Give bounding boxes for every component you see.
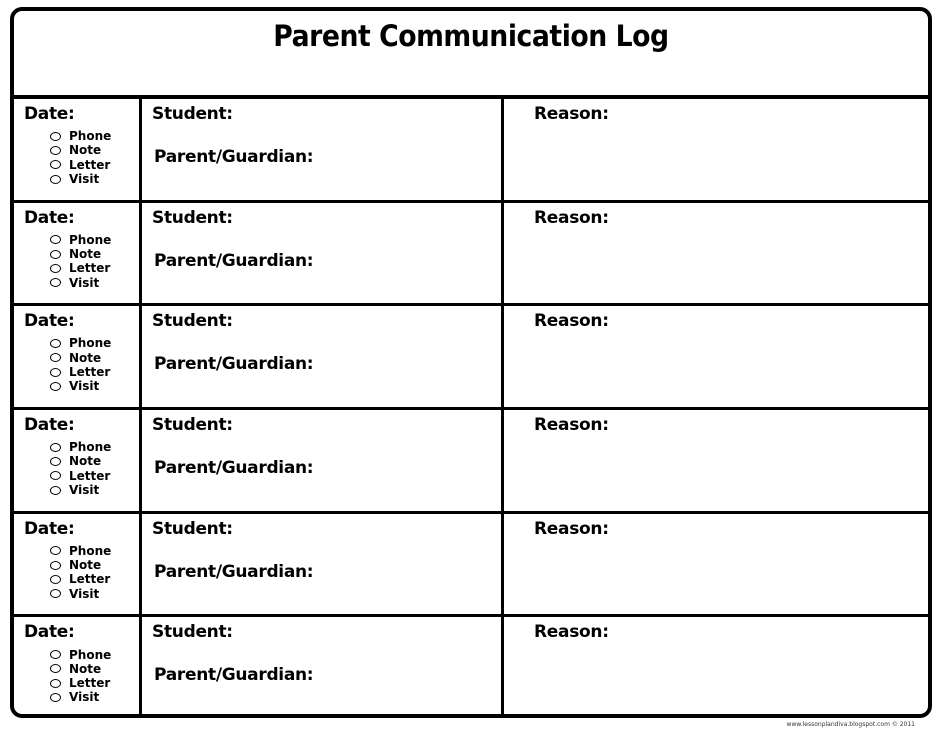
contact-option-label: Letter (69, 468, 111, 483)
log-entry-row (14, 306, 928, 410)
log-entry-row (14, 99, 928, 203)
contact-option-note[interactable] (50, 351, 139, 365)
contact-option-label: Note (69, 558, 102, 573)
contact-option-note[interactable] (50, 662, 139, 676)
guardian-label: Parent/Guardian: (154, 250, 314, 271)
title-box (14, 11, 928, 99)
log-entry-row (14, 514, 928, 618)
log-entry-row (14, 203, 928, 307)
radio-circle-icon[interactable] (50, 368, 61, 377)
reason-cell[interactable] (504, 203, 928, 304)
radio-circle-icon[interactable] (50, 353, 61, 362)
contact-option-visit[interactable] (50, 483, 139, 497)
student-cell[interactable] (142, 99, 504, 200)
date-cell[interactable] (14, 514, 142, 615)
contact-option-label: Visit (69, 586, 100, 601)
date-cell[interactable] (14, 306, 142, 407)
contact-option-label: Phone (69, 232, 112, 247)
contact-method-options (50, 647, 139, 704)
contact-option-note[interactable] (50, 558, 139, 572)
student-cell[interactable] (142, 306, 504, 407)
contact-option-visit[interactable] (50, 587, 139, 601)
contact-option-letter[interactable] (50, 365, 139, 379)
guardian-label: Parent/Guardian: (154, 665, 314, 686)
guardian-label: Parent/Guardian: (154, 147, 314, 167)
contact-option-label: Note (69, 350, 102, 365)
reason-cell[interactable] (504, 514, 928, 615)
student-label: Student: (152, 622, 233, 643)
contact-method-options (50, 129, 139, 186)
contact-option-label: Visit (69, 172, 100, 187)
student-label: Student: (152, 518, 233, 539)
radio-circle-icon[interactable] (50, 457, 61, 466)
radio-circle-icon[interactable] (50, 443, 61, 452)
page-title: Parent Communication Log (273, 19, 669, 53)
reason-label: Reason: (534, 415, 609, 436)
radio-circle-icon[interactable] (50, 250, 61, 259)
contact-option-label: Phone (69, 336, 112, 351)
date-label: Date: (24, 518, 75, 539)
student-cell[interactable] (142, 617, 504, 718)
student-cell[interactable] (142, 514, 504, 615)
contact-option-label: Phone (69, 129, 112, 144)
reason-cell[interactable] (504, 617, 928, 718)
contact-method-options (50, 233, 139, 290)
contact-option-label: Phone (69, 440, 112, 455)
radio-circle-icon[interactable] (50, 486, 61, 495)
radio-circle-icon[interactable] (50, 561, 61, 570)
reason-label: Reason: (534, 207, 609, 228)
radio-circle-icon[interactable] (50, 575, 61, 584)
student-cell[interactable] (142, 203, 504, 304)
contact-option-phone[interactable] (50, 336, 139, 350)
communication-log-form (10, 7, 932, 718)
contact-option-note[interactable] (50, 247, 139, 261)
radio-circle-icon[interactable] (50, 339, 61, 348)
contact-option-visit[interactable] (50, 276, 139, 290)
radio-circle-icon[interactable] (50, 471, 61, 480)
contact-option-note[interactable] (50, 454, 139, 468)
contact-option-phone[interactable] (50, 440, 139, 454)
contact-option-label: Note (69, 247, 102, 262)
date-label: Date: (24, 207, 75, 228)
date-cell[interactable] (14, 617, 142, 718)
contact-option-label: Visit (69, 483, 100, 498)
contact-option-label: Phone (69, 543, 112, 558)
student-label: Student: (152, 311, 233, 332)
radio-circle-icon[interactable] (50, 264, 61, 273)
date-cell[interactable] (14, 410, 142, 511)
reason-label: Reason: (534, 518, 609, 539)
contact-option-label: Letter (69, 572, 111, 587)
contact-option-label: Letter (69, 157, 111, 172)
contact-option-label: Letter (69, 676, 111, 691)
contact-option-label: Letter (69, 365, 111, 380)
date-cell[interactable] (14, 203, 142, 304)
contact-method-options (50, 336, 139, 393)
contact-option-phone[interactable] (50, 647, 139, 661)
student-cell[interactable] (142, 410, 504, 511)
radio-circle-icon[interactable] (50, 175, 61, 184)
radio-circle-icon[interactable] (50, 278, 61, 287)
radio-circle-icon[interactable] (50, 132, 61, 141)
student-label: Student: (152, 207, 233, 228)
date-label: Date: (24, 311, 75, 332)
contact-option-label: Note (69, 143, 102, 158)
radio-circle-icon[interactable] (50, 679, 61, 688)
guardian-label: Parent/Guardian: (154, 561, 314, 582)
reason-cell[interactable] (504, 410, 928, 511)
contact-option-phone[interactable] (50, 233, 139, 247)
contact-option-visit[interactable] (50, 379, 139, 393)
radio-circle-icon[interactable] (50, 664, 61, 673)
reason-label: Reason: (534, 622, 609, 643)
date-label: Date: (24, 415, 75, 436)
contact-method-options (50, 544, 139, 601)
contact-option-label: Visit (69, 379, 100, 394)
reason-label: Reason: (534, 104, 609, 124)
date-label: Date: (24, 104, 75, 124)
contact-option-letter[interactable] (50, 469, 139, 483)
contact-option-phone[interactable] (50, 544, 139, 558)
student-label: Student: (152, 415, 233, 436)
student-label: Student: (152, 104, 233, 124)
contact-option-phone[interactable] (50, 129, 139, 143)
reason-cell[interactable] (504, 99, 928, 200)
reason-label: Reason: (534, 311, 609, 332)
radio-circle-icon[interactable] (50, 589, 61, 598)
contact-method-options (50, 440, 139, 497)
contact-option-note[interactable] (50, 143, 139, 157)
radio-circle-icon[interactable] (50, 160, 61, 169)
contact-option-letter[interactable] (50, 261, 139, 275)
contact-option-label: Note (69, 454, 102, 469)
contact-option-letter[interactable] (50, 158, 139, 172)
contact-option-visit[interactable] (50, 690, 139, 704)
log-entry-row (14, 617, 928, 718)
contact-option-label: Visit (69, 690, 100, 705)
radio-circle-icon[interactable] (50, 146, 61, 155)
date-label: Date: (24, 622, 75, 643)
log-entry-row (14, 410, 928, 514)
date-cell[interactable] (14, 99, 142, 200)
reason-cell[interactable] (504, 306, 928, 407)
radio-circle-icon[interactable] (50, 546, 61, 555)
contact-option-letter[interactable] (50, 572, 139, 586)
guardian-label: Parent/Guardian: (154, 458, 314, 479)
radio-circle-icon[interactable] (50, 235, 61, 244)
log-entries (14, 99, 928, 718)
contact-option-label: Phone (69, 647, 112, 662)
guardian-label: Parent/Guardian: (154, 354, 314, 375)
contact-option-label: Letter (69, 261, 111, 276)
footer-credit: www.lessonplandiva.blogspot.com © 2011 (786, 721, 915, 728)
contact-option-visit[interactable] (50, 172, 139, 186)
contact-option-letter[interactable] (50, 676, 139, 690)
contact-option-label: Note (69, 661, 102, 676)
contact-option-label: Visit (69, 275, 100, 290)
radio-circle-icon[interactable] (50, 382, 61, 391)
radio-circle-icon[interactable] (50, 693, 61, 702)
radio-circle-icon[interactable] (50, 650, 61, 659)
